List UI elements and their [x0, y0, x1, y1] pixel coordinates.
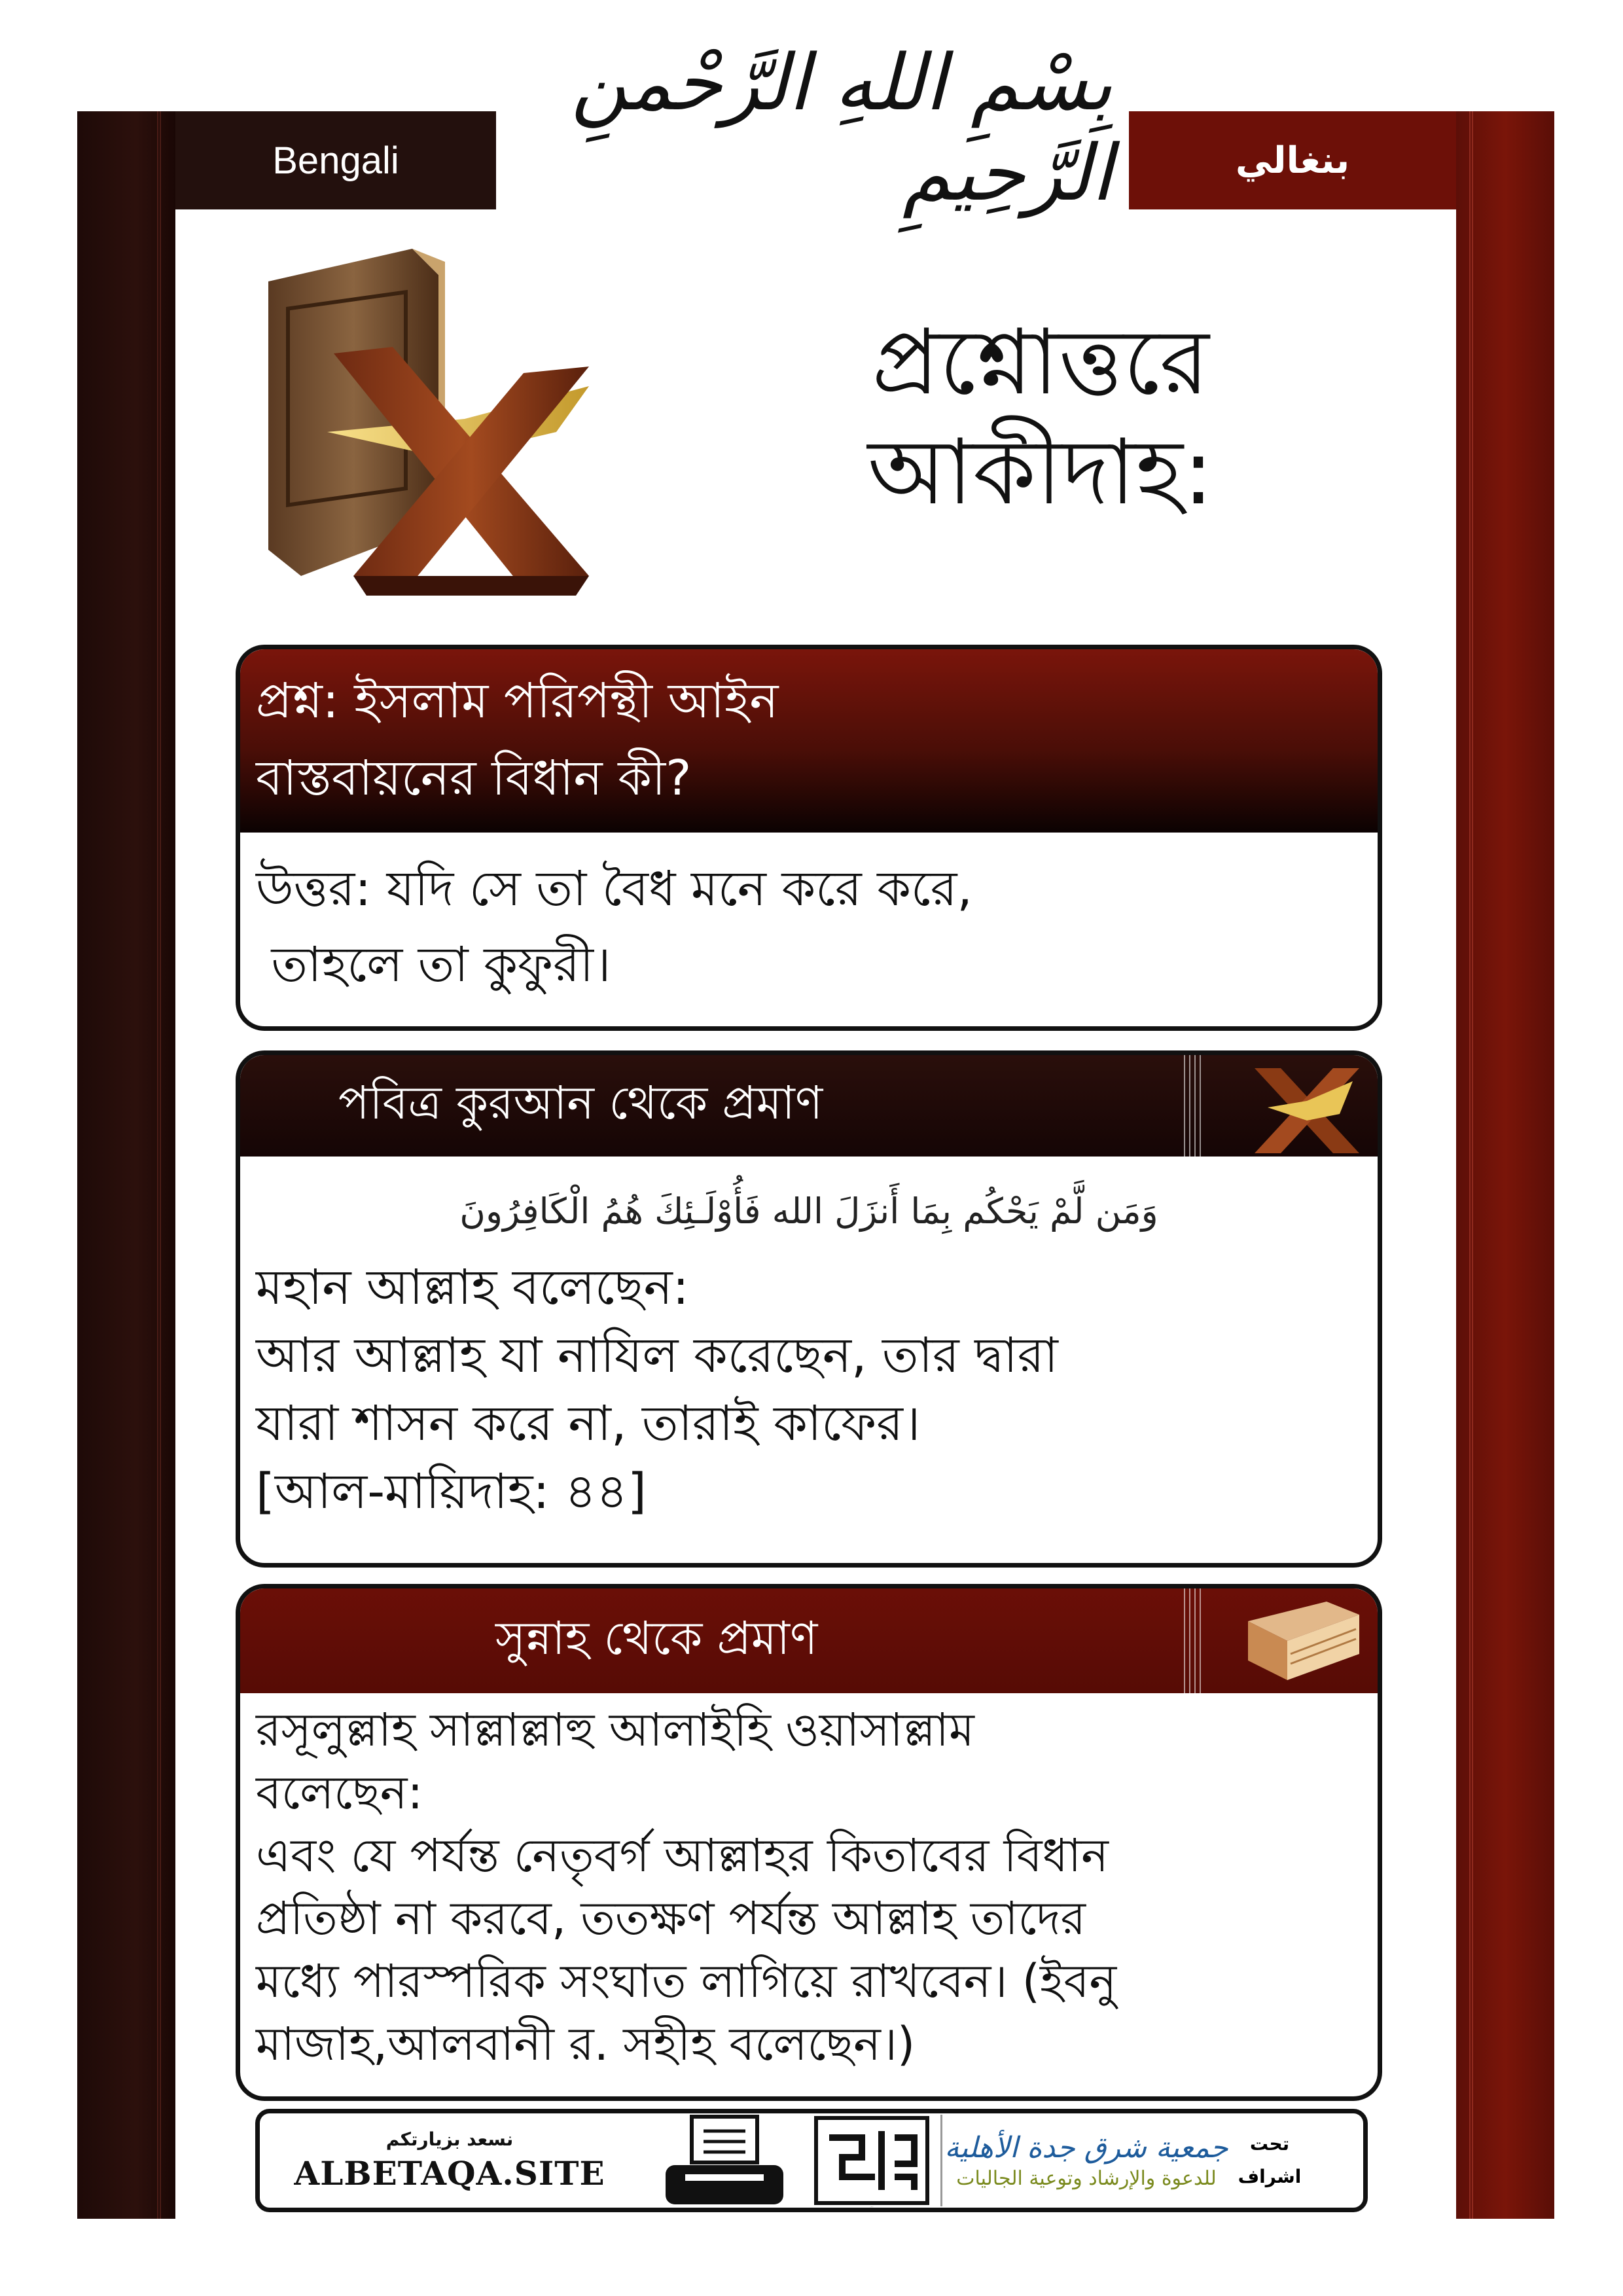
sunnah-proof-heading: সুন্নাহ থেকে প্রমাণ — [495, 1611, 818, 1665]
svg-text:دعوة الورقة: دعوة الورقة — [870, 2207, 874, 2208]
sunnah-proof-header — [240, 1588, 1378, 1693]
language-label-arabic: بنغالي — [1235, 139, 1350, 182]
left-frame — [77, 111, 175, 2219]
quran-proof-body — [240, 1249, 1378, 1530]
header-divider-lines — [1184, 1588, 1201, 1693]
supervision-line-2: اشراف — [1238, 2166, 1302, 2187]
association-logo — [940, 2115, 1230, 2206]
title-line-1: প্রশ্নোত্তরে — [872, 310, 1209, 415]
quran-line-2: আর আল্লাহ যা নাযিল করেছেন, তার দ্বারা — [256, 1327, 1058, 1384]
question-header — [240, 649, 1378, 833]
question-line-1: প্রশ্ন: ইসলাম পরিপন্থী আইন — [256, 673, 779, 729]
sunnah-line-4: প্রতিষ্ঠা না করবে, ততক্ষণ পর্যন্ত আল্লাহ তাদের — [256, 1892, 1086, 1945]
quran-proof-heading: পবিত্র কুরআন থেকে প্রমাণ — [338, 1076, 823, 1130]
website-link[interactable]: ALBETAQA.SITE — [294, 2154, 605, 2193]
website-block[interactable] — [260, 2128, 639, 2193]
quran-proof-header — [240, 1055, 1378, 1157]
basmala-calligraphy — [510, 37, 1113, 218]
visit-text: نسعد بزيارتكم — [385, 2128, 514, 2150]
quran-line-3: যারা শাসন করে না, তারাই কাফের। — [256, 1395, 921, 1452]
language-tab-arabic — [1129, 111, 1456, 209]
header-divider-lines — [1184, 1055, 1201, 1157]
language-label-english: Bengali — [272, 139, 399, 182]
quran-verse-arabic: وَمَن لَّمْ يَحْكُم بِمَا أَنزَلَ الله فَأُوْلَـئِكَ هُمُ الْكَافِرُونَ — [459, 1191, 1158, 1232]
sunnah-proof-body — [240, 1693, 1378, 2081]
supervision-line-1: تحت — [1249, 2133, 1290, 2155]
printer-icon[interactable] — [639, 2111, 803, 2210]
association-name: جمعية شرق جدة الأهلية — [944, 2131, 1228, 2164]
association-subtitle: للدعوة والإرشاد وتوعية الجاليات — [956, 2167, 1217, 2190]
answer-body — [240, 833, 1378, 1021]
question-card — [236, 645, 1382, 1031]
sunnah-line-5: মধ্যে পারস্পরিক সংঘাত লাগিয়ে রাখবেন। (ইবনু — [256, 1954, 1117, 2008]
answer-line-2: তাহলে তা কুফুরী। — [256, 937, 611, 993]
quran-line-1: মহান আল্লাহ বলেছেন: — [256, 1259, 689, 1316]
question-line-2: বাস্তবায়নের বিধান কী? — [256, 750, 692, 806]
language-tab-english — [175, 111, 496, 209]
page-title — [759, 308, 1322, 528]
supervision-label — [1230, 2128, 1309, 2193]
quran-stand-icon — [249, 236, 602, 602]
sunnah-line-3: এবং যে পর্যন্ত নেতৃবর্গ আল্লাহর কিতাবের বিধান — [256, 1829, 1109, 1882]
sunnah-line-2: বলেছেন: — [256, 1766, 423, 1820]
sunnah-line-6: মাজাহ,আলবানী র. সহীহ বলেছেন।) — [256, 2017, 916, 2071]
quran-reference: [আল-মায়িদাহ: ৪৪] — [256, 1463, 647, 1520]
answer-line-1: উত্তর: যদি সে তা বৈধ মনে করে করে, — [256, 861, 972, 917]
dawa-logo — [803, 2111, 940, 2210]
sunnah-proof-card — [236, 1584, 1382, 2101]
right-frame — [1456, 111, 1554, 2219]
quran-stand-small-icon — [1215, 1055, 1372, 1160]
book-icon — [1215, 1588, 1372, 1693]
footer-bar — [255, 2109, 1368, 2212]
quran-proof-card — [236, 1050, 1382, 1568]
sunnah-line-1: রসূলুল্লাহ সাল্লাল্লাহু আলাইহি ওয়াসাল্লাম — [256, 1703, 974, 1757]
title-line-2: আকীদাহ: — [867, 420, 1214, 525]
basmala-text: بِسْمِ اللهِ الرَّحْمنِ الرَّحِيمِ — [571, 37, 1113, 218]
